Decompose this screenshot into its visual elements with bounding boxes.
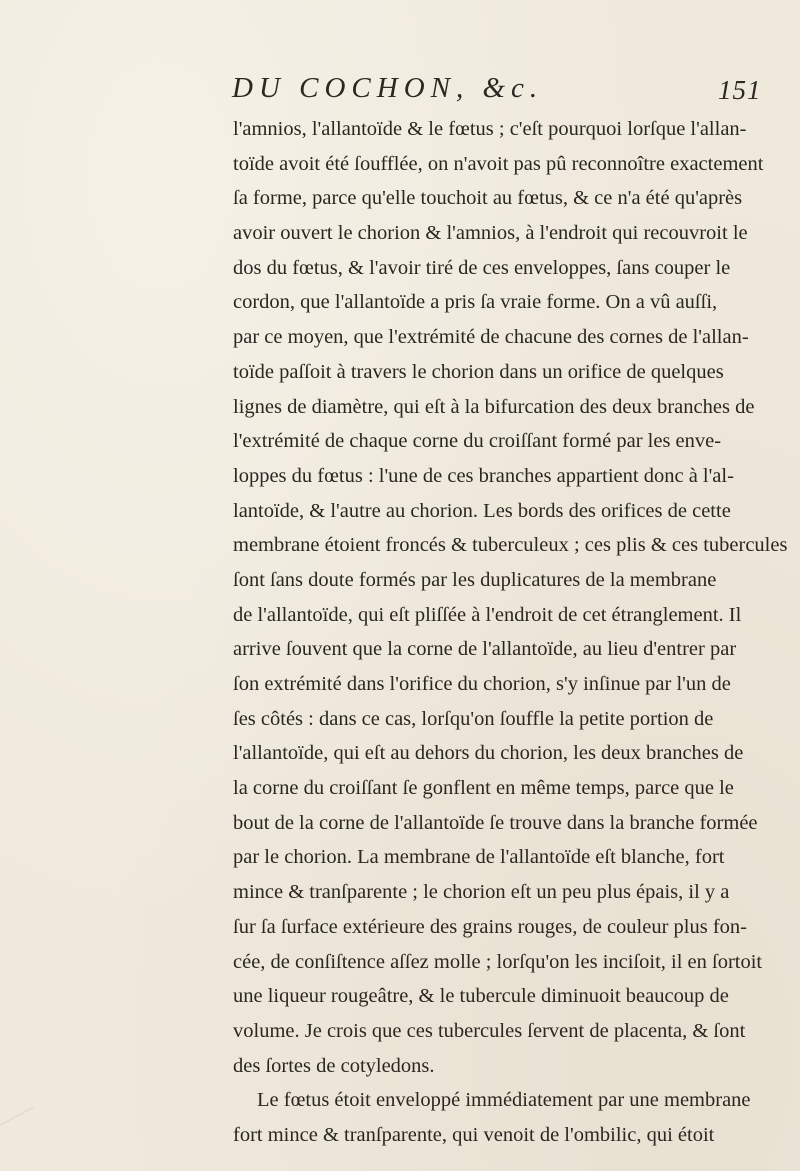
text-line: par le chorion. La membrane de l'allantoïde eſt blanche, fort <box>233 846 725 869</box>
text-line: une liqueur rougeâtre, & le tubercule diminuoit beaucoup de <box>233 985 729 1008</box>
text-line: ſon extrémité dans l'orifice du chorion, s'y inſinue par l'un de <box>233 673 731 695</box>
text-line: membrane étoient froncés & tuberculeux ; ces plis & ces tubercules <box>233 534 788 557</box>
paragraph-end-line: des ſortes de cotyledons. <box>233 1054 435 1077</box>
text-line: l'extrémité de chaque corne du croiſſant formé par les enve- <box>233 430 722 453</box>
text-line: ſa forme, parce qu'elle touchoit au fœtus, & ce n'a été qu'après <box>233 187 743 210</box>
text-line: fort mince & tranſparente, qui venoit de l'ombilic, qui étoit <box>233 1123 715 1146</box>
text-line: l'allantoïde, qui eſt au dehors du chorion, les deux branches de <box>233 742 744 765</box>
running-header <box>232 72 612 112</box>
text-line: de l'allantoïde, qui eſt pliſſée à l'endroit de cet étranglement. Il <box>233 603 742 626</box>
text-line: loppes du fœtus : l'une de ces branches appartient donc à l'al- <box>233 464 734 487</box>
text-line: avoir ouvert le chorion & l'amnios, à l'endroit qui recouvroit le <box>233 222 748 245</box>
body-text <box>233 112 788 1153</box>
text-line: ſes côtés : dans ce cas, lorſqu'on ſouffle la petite portion de <box>233 707 714 730</box>
page-corner-crease <box>0 1107 53 1171</box>
text-line: cordon, que l'allantoïde a pris ſa vraie forme. On a vû auſſi, <box>233 291 718 314</box>
text-line: lignes de diamètre, qui eſt à la bifurcation des deux branches de <box>233 395 755 418</box>
text-line: l'amnios, l'allantoïde & le fœtus ; c'eſt pourquoi lorſque l'allan- <box>233 118 747 140</box>
text-line: cée, de conſiſtence aſſez molle ; lorſqu'on les inciſoit, il en ſortoit <box>233 950 763 973</box>
text-line: bout de la corne de l'allantoïde ſe trouve dans la branche formée <box>233 811 758 834</box>
text-line: volume. Je crois que ces tubercules ſervent de placenta, & ſont <box>233 1019 746 1042</box>
text-line: mince & tranſparente ; le chorion eſt un peu plus épais, il y a <box>233 881 730 904</box>
text-line: toïde avoit été ſoufflée, on n'avoit pas pû reconnoître exactement <box>233 152 764 175</box>
paragraph-start-line: Le fœtus étoit enveloppé immédiatement par une membrane <box>257 1089 751 1112</box>
text-line: ſur ſa ſurface extérieure des grains rouges, de couleur plus fon- <box>233 915 748 938</box>
running-title: DU COCHON, &c. <box>232 72 544 104</box>
page-number: 151 <box>718 75 762 105</box>
text-line: par ce moyen, que l'extrémité de chacune des cornes de l'allan- <box>233 326 749 349</box>
text-line: toïde paſſoit à travers le chorion dans un orifice de quelques <box>233 360 724 383</box>
text-line: dos du fœtus, & l'avoir tiré de ces enveloppes, ſans couper le <box>233 256 731 279</box>
text-line: la corne du croiſſant ſe gonflent en même temps, parce que le <box>233 777 734 800</box>
text-line: ſont ſans doute formés par les duplicatures de la membrane <box>233 568 717 591</box>
text-line: arrive ſouvent que la corne de l'allantoïde, au lieu d'entrer par <box>233 638 737 661</box>
text-line: lantoïde, & l'autre au chorion. Les bords des orifices de cette <box>233 499 731 522</box>
